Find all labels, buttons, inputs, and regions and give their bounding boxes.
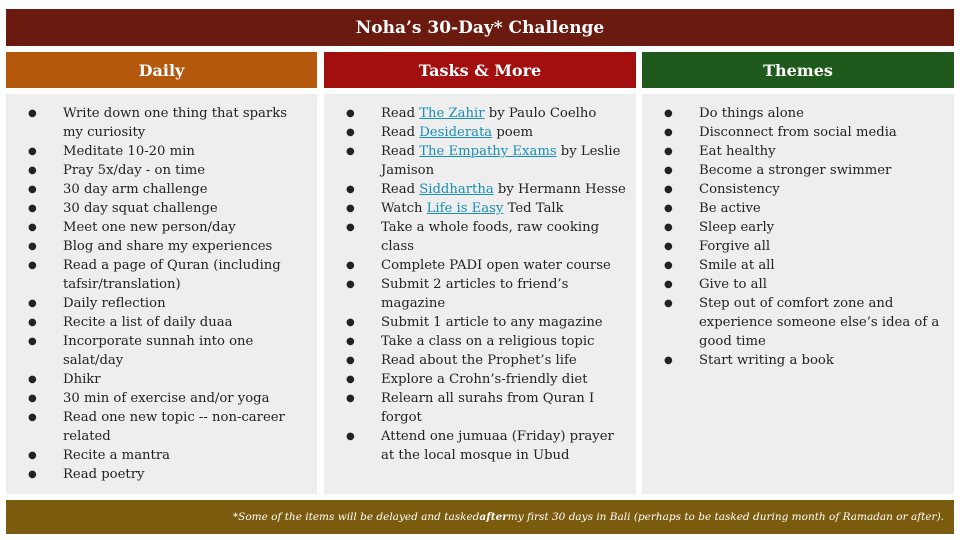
list-item: [324, 313, 628, 332]
list-item: [324, 199, 628, 218]
list-item: [324, 104, 628, 123]
list-item: [324, 275, 628, 313]
list-item: ● Sleep early: [642, 218, 946, 237]
list-item: ● Read a page of Quran (including tafsir/translation): [6, 256, 309, 294]
item-text: Read: [381, 125, 420, 140]
list-item: ● 30 min of exercise and/or yoga: [6, 389, 309, 408]
list-item: ● Write down one thing that sparks my curiosity: [6, 104, 309, 142]
item-link[interactable]: The Zahir: [419, 106, 485, 121]
tasks-column: [324, 94, 636, 494]
list-item: [324, 256, 628, 275]
list-item: ● Smile at all: [642, 256, 946, 275]
item-text: by Leslie Jamison: [381, 144, 621, 178]
list-item: ● Become a stronger swimmer: [642, 161, 946, 180]
item-text: Submit 2 articles to friend’s magazine: [381, 277, 569, 311]
themes-header: Themes: [642, 52, 954, 88]
list-item: ● 30 day squat challenge: [6, 199, 309, 218]
list-item: [324, 389, 628, 427]
item-text: Read: [381, 144, 420, 159]
item-link[interactable]: Siddhartha: [419, 182, 494, 197]
daily-header: Daily: [6, 52, 317, 88]
list-item: ● Do things alone: [642, 104, 946, 123]
item-text: by Hermann Hesse: [493, 182, 626, 197]
item-text: Submit 1 article to any magazine: [381, 315, 603, 330]
list-item: ● Daily reflection: [6, 294, 309, 313]
item-link[interactable]: The Empathy Exams: [419, 144, 557, 159]
item-link[interactable]: Desiderata: [419, 125, 493, 140]
list-item: [324, 180, 628, 199]
list-item: ● Be active: [642, 199, 946, 218]
list-item: ● Start writing a book: [642, 351, 946, 370]
list-item: [324, 332, 628, 351]
item-text: Ted Talk: [503, 201, 564, 216]
item-text: Read: [381, 106, 420, 121]
list-item: ● Meditate 10-20 min: [6, 142, 309, 161]
list-item: ● Dhikr: [6, 370, 309, 389]
list-item: ● Meet one new person/day: [6, 218, 309, 237]
list-item: ● Incorporate sunnah into one salat/day: [6, 332, 309, 370]
footer-note: [6, 500, 954, 534]
list-item: ● Read poetry: [6, 465, 309, 484]
item-text: Complete PADI open water course: [381, 258, 611, 273]
themes-list: [642, 104, 946, 370]
item-link[interactable]: Life is Easy: [426, 201, 504, 216]
list-item: [324, 370, 628, 389]
list-item: ● Step out of comfort zone and experience someone else’s idea of a good time: [642, 294, 946, 351]
list-item: [324, 123, 628, 142]
list-item: [324, 351, 628, 370]
list-item: [324, 142, 628, 180]
item-text: Read about the Prophet’s life: [381, 353, 577, 368]
list-item: ● Eat healthy: [642, 142, 946, 161]
list-item: ● Disconnect from social media: [642, 123, 946, 142]
item-text: Attend one jumuaa (Friday) prayer at the local mosque in Ubud: [381, 429, 614, 463]
tasks-list: [324, 104, 628, 465]
item-text: Relearn all surahs from Quran I forgot: [381, 391, 595, 425]
daily-column: [6, 94, 317, 494]
list-item: ● Give to all: [642, 275, 946, 294]
list-item: ● Pray 5x/day - on time: [6, 161, 309, 180]
footer-text-post: my first 30 days in Bali (perhaps to be tasked during month of Ramadan or after).: [507, 511, 944, 523]
item-text: by Paulo Coelho: [484, 106, 597, 121]
item-text: Take a class on a religious topic: [381, 334, 595, 349]
list-item: ● Recite a mantra: [6, 446, 309, 465]
item-text: Take a whole foods, raw cooking class: [381, 220, 600, 254]
item-text: Explore a Crohn’s-friendly diet: [381, 372, 588, 387]
footer-text-bold: after: [479, 511, 508, 523]
page-title: Noha’s 30-Day* Challenge: [6, 9, 954, 46]
item-text: Read: [381, 182, 420, 197]
footer-text-pre: *Some of the items will be delayed and tasked: [232, 511, 480, 523]
list-item: ● Read one new topic -- non-career related: [6, 408, 309, 446]
daily-list: [6, 104, 309, 484]
list-item: ● Recite a list of daily duaa: [6, 313, 309, 332]
list-item: [324, 427, 628, 465]
list-item: ● Blog and share my experiences: [6, 237, 309, 256]
themes-column: [642, 94, 954, 494]
list-item: ● 30 day arm challenge: [6, 180, 309, 199]
item-text: poem: [492, 125, 534, 140]
item-text: Watch: [381, 201, 427, 216]
list-item: ● Consistency: [642, 180, 946, 199]
tasks-header: Tasks & More: [324, 52, 636, 88]
list-item: ● Forgive all: [642, 237, 946, 256]
list-item: [324, 218, 628, 256]
